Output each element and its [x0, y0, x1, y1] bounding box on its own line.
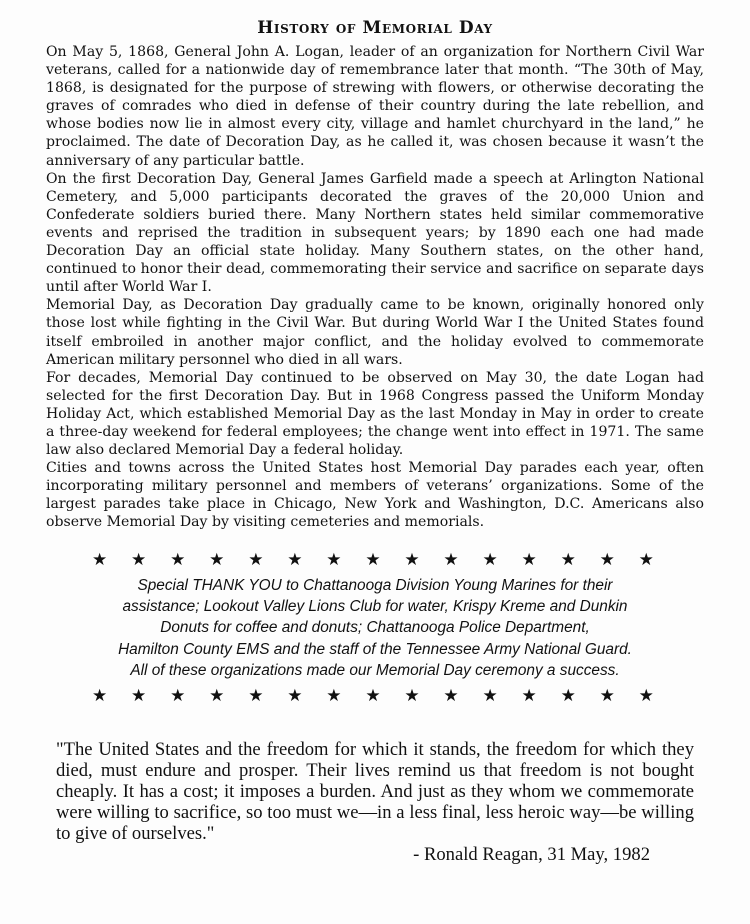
- star-icon: ★: [326, 549, 342, 570]
- history-body: [46, 43, 704, 532]
- star-icon: ★: [170, 685, 186, 706]
- history-paragraph: For decades, Memorial Day continued to be observed on May 30, the date Logan had selected for the first Decoration Day. But in 1968 Congress passed the Uniform Monday Holiday Act, which established Memorial Day as the last Monday in May in order to create a three-day weekend for federal employees; the change went into effect in 1971. The same law also declared Memorial Day a federal holiday.: [46, 369, 704, 459]
- star-icon: ★: [404, 685, 420, 706]
- star-icon: ★: [131, 685, 147, 706]
- thanks-line: Donuts for coffee and donuts; Chattanooga Police Department,: [160, 619, 590, 637]
- star-icon: ★: [170, 549, 186, 570]
- history-paragraph: Memorial Day, as Decoration Day gradually came to be known, originally honored only those lost while fighting in the Civil War. But during World War I the United States found itself embroiled in another major conflict, and the holiday evolved to commemorate American military personnel who died in all wars.: [46, 297, 704, 368]
- thanks-line: assistance; Lookout Valley Lions Club for water, Krispy Kreme and Dunkin: [122, 597, 628, 615]
- star-icon: ★: [209, 685, 225, 706]
- quote-attribution: - Ronald Reagan, 31 May, 1982: [413, 843, 650, 865]
- star-icon: ★: [365, 685, 381, 706]
- thanks-line: All of these organizations made our Memorial Day ceremony a success.: [130, 662, 620, 680]
- star-icon: ★: [92, 685, 108, 706]
- star-icon: ★: [92, 549, 108, 570]
- star-icon: ★: [326, 685, 342, 706]
- star-icon: ★: [521, 549, 537, 570]
- history-paragraph: On the first Decoration Day, General James Garfield made a speech at Arlington National Cemetery, and 5,000 participants decorated the graves of the 20,000 Union and Confederate soldiers buried there. Many Northern states held similar commemorative events and reprised the tradition in subsequent years; by 1890 each one had made Decoration Day an official state holiday. Many Southern states, on the other hand, continued to honor their dead, commemorating their service and sacrifice on separate days until after World War I.: [46, 170, 704, 296]
- star-icon: ★: [638, 549, 654, 570]
- page-title: History of Memorial Day: [257, 18, 493, 38]
- star-icon: ★: [248, 549, 264, 570]
- star-divider-bottom: [46, 685, 704, 706]
- history-paragraph: On May 5, 1868, General John A. Logan, leader of an organization for Northern Civil War veterans, called for a nationwide day of remembrance later that month. “The 30th of May, 1868, is designated for the purpose of strewing with flowers, or otherwise decorating the graves of comrades who died in defense of their country during the late rebellion, and whose bodies now lie in almost every city, village and hamlet churchyard in the land,” he proclaimed. The date of Decoration Day, as he called it, was chosen because it wasn’t the anniversary of any particular battle.: [46, 44, 704, 169]
- star-icon: ★: [443, 685, 459, 706]
- star-icon: ★: [131, 549, 147, 570]
- star-icon: ★: [482, 549, 498, 570]
- star-icon: ★: [287, 685, 303, 706]
- thanks-line: Special THANK YOU to Chattanooga Division Young Marines for their: [137, 576, 613, 594]
- thanks-line: Hamilton County EMS and the staff of the Tennessee Army National Guard.: [118, 640, 632, 658]
- reagan-quote: "The United States and the freedom for which it stands, the freedom for which they died, must endure and prosper. Their lives remind us that freedom is not bought cheaply. It has a cost; it imposes a burden. And just as they whom we commemorate were willing to sacrifice, so too must we—in a less final, less heroic way—be willing to give of ourselves.": [56, 738, 694, 844]
- history-paragraph: Cities and towns across the United States host Memorial Day parades each year, often incorporating military personnel and members of veterans’ organizations. Some of the largest parades take place in Chicago, New York and Washington, D.C. Americans also observe Memorial Day by visiting cemeteries and memorials.: [46, 460, 704, 531]
- star-icon: ★: [521, 685, 537, 706]
- star-icon: ★: [599, 549, 615, 570]
- star-icon: ★: [248, 685, 264, 706]
- star-icon: ★: [482, 685, 498, 706]
- star-icon: ★: [560, 685, 576, 706]
- star-icon: ★: [209, 549, 225, 570]
- star-icon: ★: [287, 549, 303, 570]
- star-icon: ★: [560, 549, 576, 570]
- thanks-block: [46, 575, 704, 682]
- star-icon: ★: [404, 549, 420, 570]
- star-icon: ★: [599, 685, 615, 706]
- star-divider-top: [46, 549, 704, 570]
- star-icon: ★: [365, 549, 381, 570]
- star-icon: ★: [638, 685, 654, 706]
- star-icon: ★: [443, 549, 459, 570]
